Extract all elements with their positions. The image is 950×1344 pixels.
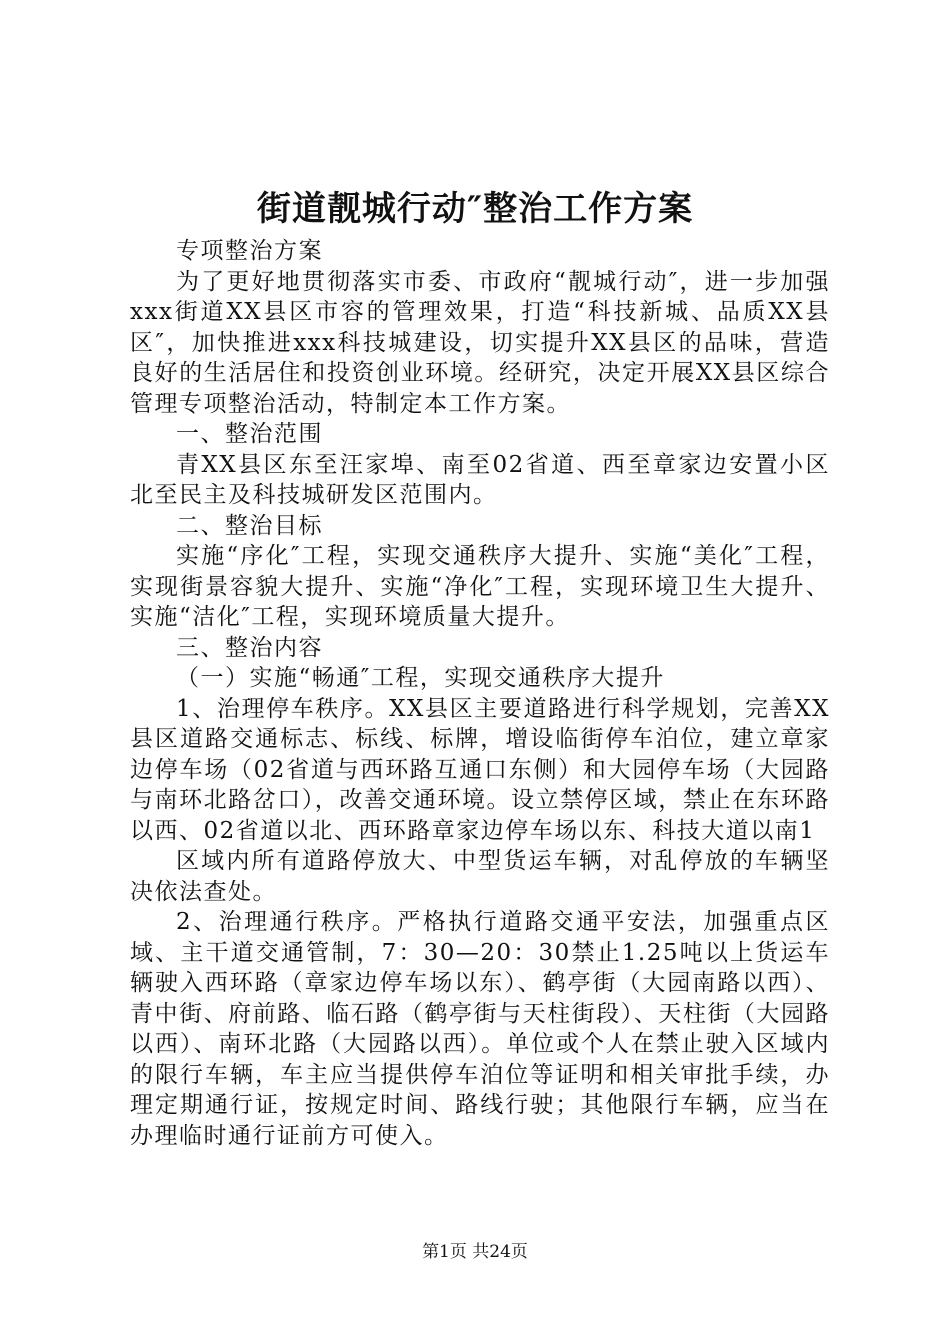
paragraph-scope: 青XX县区东至汪家埠、南至02省道、西至章家边安置小区北至民主及科技城研发区范围内。 — [130, 451, 830, 508]
page-number: 第1页 共24页 — [422, 1242, 528, 1262]
paragraph-intro: 为了更好地贯彻落实市委、市政府“靓城行动″，进一步加强xxx街道XX县区市容的管理效果，打造“科技新城、品质XX县区″，加快推进xxx科技城建设，切实提升XX县区的品味，营造良好的生活居住和投资创业环境。经研究，决定开展XX县区综合管理专项整治活动，特制定本工作方案。 — [130, 268, 830, 417]
paragraph-parking: 1、治理停车秩序。XX县区主要道路进行科学规划，完善XX县区道路交通标志、标线、标牌，增设临街停车泊位，建立章家边停车场（02省道与西环路互通口东侧）和大园停车场（大园路与南环北路岔口），改善交通环境。设立禁停区域，禁止在东环路以西、02省道以北、西环路章家边停车场以东、科技大道以南1 — [130, 695, 830, 844]
paragraph-parking-cont: 区域内所有道路停放大、中型货运车辆，对乱停放的车辆坚决依法查处。 — [130, 848, 830, 905]
subsection-heading-traffic: （一）实施“畅通″工程，实现交通秩序大提升 — [176, 665, 665, 691]
paragraph-traffic-order: 2、治理通行秩序。严格执行道路交通平安法，加强重点区域、主干道交通管制，7：30—20：30禁止1.25吨以上货运车辆驶入西环路（章家边停车场以东）、鹤亭街（大园南路以西）、青中街、府前路、临石路（鹤亭街与天柱街段）、天柱街（大园路以西）、南环北路（大园路以西）。单位或个人在禁止驶入区域内的限行车辆，车主应当提供停车泊位等证明和相关审批手续，办理定期通行证，按规定时间、路线行驶；其他限行车辆，应当在办理临时通行证前方可使入。 — [130, 909, 830, 1149]
document-body — [130, 236, 830, 1151]
section-heading-scope: 一、整治范围 — [176, 421, 323, 447]
paragraph-goals: 实施“序化″工程，实现交通秩序大提升、实施“美化″工程，实现街景容貌大提升、实施“净化″工程，实现环境卫生大提升、实施“洁化″工程，实现环境质量大提升。 — [130, 543, 830, 630]
section-heading-content: 三、整治内容 — [176, 634, 323, 661]
paragraph-subtitle: 专项整治方案 — [176, 238, 323, 264]
section-heading-goals: 二、整治目标 — [176, 512, 323, 539]
document-title: 街道靓城行动″整治工作方案 — [256, 189, 694, 229]
